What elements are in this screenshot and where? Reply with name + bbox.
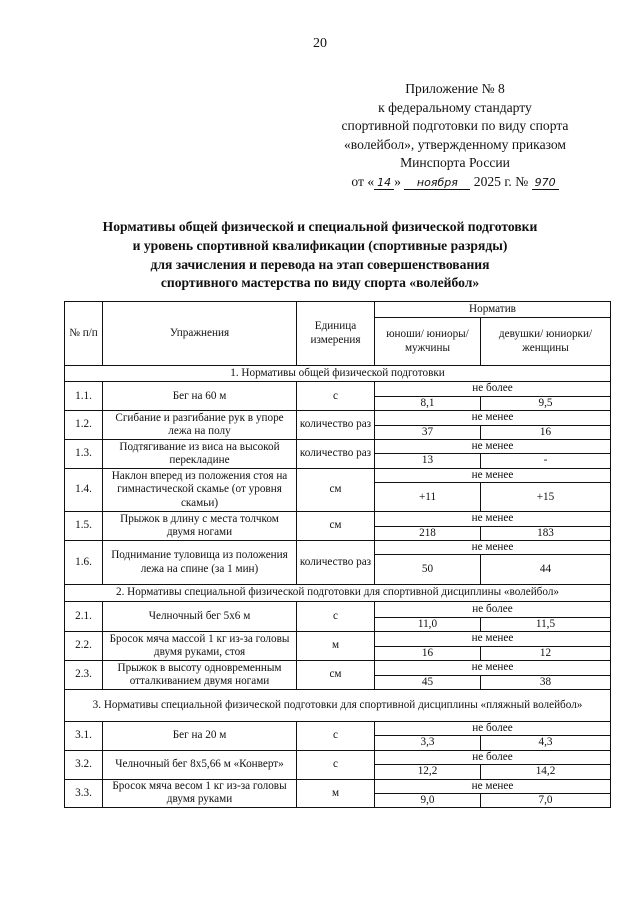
row-condition: не менее [375,779,611,793]
row-exercise: Бег на 20 м [103,721,297,750]
value-female: +15 [481,483,611,512]
row-number: 1.2. [65,411,103,440]
row-exercise: Челночный бег 5x6 м [103,601,297,631]
row-exercise: Бросок мяча весом 1 кг из-за головы двумя руками [103,779,297,808]
table-row [65,440,611,454]
handwritten-month: ноября [404,177,470,190]
row-condition: не более [375,721,611,735]
value-female: 7,0 [481,793,611,807]
norms-table [64,301,611,808]
value-female: 9,5 [481,396,611,410]
value-male: 218 [375,526,481,540]
value-female: 38 [481,675,611,689]
header-exercise: Упражнения [103,302,297,366]
value-male: 16 [375,646,481,660]
value-female: 44 [481,555,611,585]
row-unit: с [297,601,375,631]
header-num: № п/п [65,302,103,366]
row-condition: не более [375,750,611,764]
date-mid: » [394,173,401,189]
value-male: 8,1 [375,396,481,410]
row-unit: см [297,512,375,541]
appendix-line: к федеральному стандарту [378,99,532,115]
row-condition: не менее [375,632,611,646]
row-condition: не менее [375,541,611,555]
table-row [65,632,611,646]
row-condition: не более [375,382,611,396]
value-male: 9,0 [375,793,481,807]
page-number: 20 [313,36,327,51]
appendix-line: Приложение № 8 [405,81,505,96]
row-unit: количество раз [297,541,375,585]
row-number: 3.2. [65,750,103,779]
table-body [65,366,611,808]
value-female: - [481,454,611,468]
value-male: 50 [375,555,481,585]
row-unit: количество раз [297,411,375,440]
row-unit: см [297,468,375,511]
appendix-line: спортивной подготовки по виду спорта [341,118,569,133]
value-male: 13 [375,454,481,468]
value-male: 37 [375,425,481,439]
row-exercise: Прыжок в длину с места толчком двумя ногами [103,512,297,541]
row-exercise: Сгибание и разгибание рук в упоре лежа на полу [103,411,297,440]
row-unit: м [297,779,375,808]
section-title: 3. Нормативы специальной физической подготовки для спортивной дисциплины «пляжный волейбол» [65,689,611,721]
value-male: 3,3 [375,736,481,750]
header-norm: Норматив [375,302,611,318]
title-line: и уровень спортивной квалификации (спортивные разряды) [132,237,508,253]
table-row [65,721,611,735]
row-exercise: Бег на 60 м [103,382,297,411]
table-row [65,779,611,793]
row-exercise: Бросок мяча массой 1 кг из-за головы двумя руками, стоя [103,632,297,661]
row-condition: не менее [375,512,611,526]
section-row [65,585,611,601]
document-title [40,218,600,293]
date-year: 2025 г. № [473,173,529,189]
row-number: 1.5. [65,512,103,541]
handwritten-number: 970 [532,177,559,190]
appendix-line: «волейбол», утвержденному приказом [343,136,567,152]
title-line: для зачисления и перевода на этап совершенствования [150,256,490,272]
date-prefix: от « [351,173,375,189]
row-unit: количество раз [297,440,375,469]
row-number: 1.4. [65,468,103,511]
row-unit: с [297,750,375,779]
header-male: юноши/ юниоры/ мужчины [375,318,481,366]
row-condition: не менее [375,440,611,454]
section-row [65,689,611,721]
title-line: Нормативы общей физической и специальной физической подготовки [102,219,538,234]
value-male: +11 [375,483,481,512]
table-row [65,382,611,396]
handwritten-day: 14 [374,177,394,190]
table-row [65,661,611,675]
table-row [65,512,611,526]
row-exercise: Прыжок в высоту одновременным отталкиванием двумя ногами [103,661,297,690]
appendix-block [330,80,580,191]
row-unit: см [297,661,375,690]
row-number: 2.1. [65,601,103,631]
row-number: 1.6. [65,541,103,585]
row-number: 2.2. [65,632,103,661]
section-row [65,366,611,382]
header-female: девушки/ юниорки/ женщины [481,318,611,366]
row-condition: не более [375,601,611,617]
row-exercise: Челночный бег 8x5,66 м «Конверт» [103,750,297,779]
row-number: 1.1. [65,382,103,411]
row-unit: с [297,382,375,411]
row-number: 3.1. [65,721,103,750]
table-row [65,468,611,482]
title-line: спортивного мастерства по виду спорта «волейбол» [160,275,480,291]
row-condition: не менее [375,468,611,482]
section-title: 2. Нормативы специальной физической подготовки для спортивной дисциплины «волейбол» [65,585,611,601]
row-unit: с [297,721,375,750]
row-exercise: Наклон вперед из положения стоя на гимнастической скамье (от уровня скамьи) [103,468,297,511]
value-male: 45 [375,675,481,689]
value-female: 11,5 [481,617,611,631]
table-row [65,601,611,617]
row-unit: м [297,632,375,661]
row-condition: не менее [375,661,611,675]
table-row [65,750,611,764]
row-number: 3.3. [65,779,103,808]
value-male: 12,2 [375,765,481,779]
value-male: 11,0 [375,617,481,631]
row-exercise: Подтягивание из виса на высокой перекладине [103,440,297,469]
value-female: 4,3 [481,736,611,750]
table-row [65,411,611,425]
value-female: 183 [481,526,611,540]
value-female: 16 [481,425,611,439]
appendix-date-line [330,173,580,192]
section-title: 1. Нормативы общей физической подготовки [65,366,611,382]
value-female: 12 [481,646,611,660]
row-number: 1.3. [65,440,103,469]
header-unit: Единица измерения [297,302,375,366]
value-female: 14,2 [481,765,611,779]
table-row [65,541,611,555]
row-number: 2.3. [65,661,103,690]
appendix-line: Минспорта России [400,155,510,170]
row-exercise: Поднимание туловища из положения лежа на спине (за 1 мин) [103,541,297,585]
row-condition: не менее [375,411,611,425]
